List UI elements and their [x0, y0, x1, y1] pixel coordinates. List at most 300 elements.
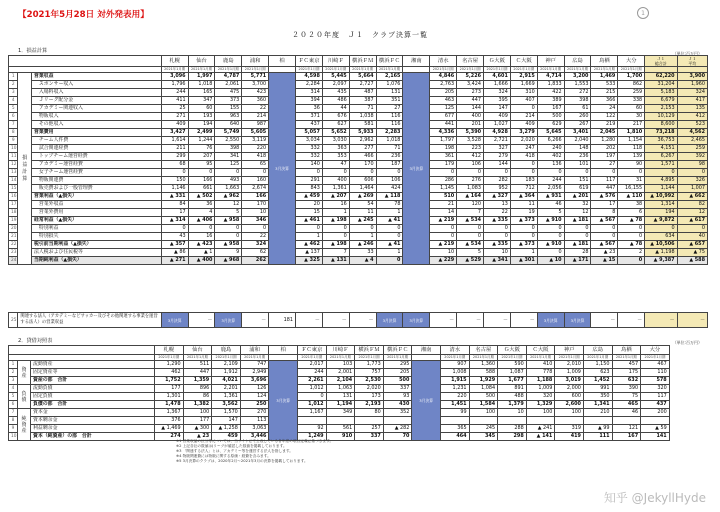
bs-unit: （単位:百万円） [672, 340, 702, 345]
bs-cell: 2,109 [212, 361, 241, 369]
bs-cell: 167 [612, 433, 641, 441]
bs-club-header: 神戸 [555, 346, 584, 355]
pl-cell: ▲ 164 [457, 193, 484, 201]
pl-cell: 627 [322, 121, 349, 129]
academy-cell: － [295, 313, 322, 328]
bs-cell: 1,249 [298, 433, 327, 441]
footnotes [176, 439, 576, 464]
row-number: 11 [9, 153, 18, 161]
pl-cell: 11 [349, 209, 376, 217]
academy-cell: － [483, 313, 510, 328]
bs-cell: 1,341 [583, 401, 612, 409]
pl-cell: 447 [457, 97, 484, 105]
pl-cell: 259 [618, 89, 645, 97]
fiscal-march-marker: 3月決算 [403, 73, 430, 265]
row-number: 18 [9, 209, 18, 217]
pl-cell: 150 [161, 177, 188, 185]
pl-club-header: 札幌 [161, 56, 188, 67]
pl-cell: 60 [188, 105, 215, 113]
pl-cell: 963 [215, 113, 242, 121]
bs-fiscal-year: 2021年1月期 [583, 355, 612, 361]
pl-cell: 4,562 [677, 129, 707, 137]
pl-cell: ▲ 75 [677, 249, 707, 257]
pl-cell: 0 [510, 105, 537, 113]
bs-cell: 1,570 [212, 409, 241, 417]
pl-cell: 487 [349, 89, 376, 97]
pl-club-header: 仙台 [188, 56, 215, 67]
bs-cell: 1,773 [355, 361, 384, 369]
pl-cell: 3,900 [677, 73, 707, 81]
pl-cell: ▲ 459 [296, 193, 323, 201]
pl-cell: 3,034 [296, 137, 323, 145]
pl-cell: 676 [322, 113, 349, 121]
pl-cell: 179 [430, 161, 457, 169]
pl-cell: 5,933 [349, 129, 376, 137]
pl-cell: 332 [296, 145, 323, 153]
pl-cell: 1,027 [484, 121, 511, 129]
pl-cell: 1,833 [537, 81, 564, 89]
pl-cell: 843 [296, 185, 323, 193]
pl-cell: 326 [677, 177, 707, 185]
pl-cell: 3,424 [457, 81, 484, 89]
row-number: 1 [9, 361, 18, 369]
pl-fiscal-year: 2021年1月期 [564, 67, 591, 73]
pl-row-label: 特別利益 [32, 225, 162, 233]
pl-cell: 392 [677, 153, 707, 161]
academy-cell: － [242, 313, 269, 328]
pl-section-title: 1．損益計算 [18, 48, 48, 54]
pl-cell: 140 [296, 161, 323, 169]
pl-cell: 219 [591, 121, 618, 129]
bs-cell: 896 [183, 385, 212, 393]
pl-cell: 0 [591, 169, 618, 177]
bs-cell: ▲ 1,469 [155, 425, 184, 433]
pl-cell: 136 [537, 161, 564, 169]
pl-cell: 324 [484, 89, 511, 97]
pl-cell: 4,895 [645, 177, 677, 185]
pl-cell: 78 [376, 201, 403, 209]
pl-cell: 236 [376, 153, 403, 161]
pl-cell: 712 [510, 185, 537, 193]
pl-cell: 447 [591, 185, 618, 193]
pl-cell: ▲ 461 [296, 217, 323, 225]
pl-cell: 273 [457, 89, 484, 97]
bs-club-header: Ｇ大阪 [498, 346, 527, 355]
bs-cell [641, 417, 670, 425]
pl-cell: ▲ 9,387 [645, 257, 677, 265]
pl-cell: 106 [457, 161, 484, 169]
bs-row-label: 流動負債 [31, 385, 155, 393]
pl-cell: 0 [215, 225, 242, 233]
row-number: 13 [9, 169, 18, 177]
bs-cell: 2,600 [555, 401, 584, 409]
pl-cell: 394 [296, 97, 323, 105]
pl-row-label: チーム人件費 [32, 137, 162, 145]
bs-cell: 1,087 [498, 369, 527, 377]
pl-unit: （単位:百万円） [672, 51, 702, 56]
pl-cell: 183 [510, 177, 537, 185]
pl-fiscal-year: 2021年1月期 [215, 67, 242, 73]
pl-cell: ▲ 10,992 [645, 193, 677, 201]
pl-cell: 12 [215, 201, 242, 209]
pl-cell: ▲ 110 [618, 193, 645, 201]
circle-mark: 1 [637, 7, 649, 19]
pl-row-label: アカデミー運営経費 [32, 161, 162, 169]
pl-cell: 634 [645, 233, 677, 241]
pl-cell: ▲ 588 [677, 257, 707, 265]
pl-cell: 194 [188, 121, 215, 129]
pl-cell: 36 [188, 201, 215, 209]
pl-cell: 5,645 [537, 129, 564, 137]
bs-cell: 632 [612, 377, 641, 385]
pl-cell: 640 [215, 121, 242, 129]
bs-cell: 3,562 [212, 401, 241, 409]
pl-fiscal-year: 2021年1月期 [161, 67, 188, 73]
pl-cell: ▲ 364 [510, 193, 537, 201]
pl-group-label: 損益計算 [18, 73, 32, 265]
pl-cell: 2,040 [564, 137, 591, 145]
pl-cell: 2,061 [215, 81, 242, 89]
bs-cell: 1,290 [155, 361, 184, 369]
bs-cell: 500 [469, 393, 498, 401]
bs-group-label: 負債 [18, 385, 31, 409]
bs-cell: 1,752 [155, 377, 184, 385]
pl-cell: 160 [242, 177, 269, 185]
pl-cell: 84 [161, 201, 188, 209]
row-number: 21 [9, 233, 18, 241]
pl-club-header: 浦和 [242, 56, 269, 67]
bs-fiscal-year: 2021年1月期 [612, 355, 641, 361]
pl-cell: 0 [537, 233, 564, 241]
bs-cell: 488 [498, 393, 527, 401]
bs-fiscal-year: 2021年1月期 [155, 355, 184, 361]
pl-cell: 165 [188, 89, 215, 97]
pl-cell: 0 [537, 225, 564, 233]
watermark: 知乎 @JekyllHyde [603, 491, 706, 505]
bs-cell: 1,929 [469, 377, 498, 385]
pl-cell: 193 [188, 113, 215, 121]
pl-cell: 0 [645, 225, 677, 233]
pl-cell: ▲ 201 [564, 193, 591, 201]
pl-cell: 1,614 [161, 137, 188, 145]
bs-cell: 1,360 [469, 361, 498, 369]
bs-cell: 588 [469, 369, 498, 377]
pl-cell: 3,427 [161, 129, 188, 137]
bs-cell: 419 [555, 433, 584, 441]
bs-cell: 437 [641, 401, 670, 409]
pl-row-label: 法人税および住民税等 [32, 249, 162, 257]
pl-cell: ▲ 171 [564, 257, 591, 265]
academy-cell: 3月決算 [215, 313, 242, 328]
pl-cell: 1,076 [376, 81, 403, 89]
pl-cell: 5,605 [242, 129, 269, 137]
pl-cell: 260 [564, 113, 591, 121]
bs-cell: 462 [155, 369, 184, 377]
pl-cell: 131 [376, 89, 403, 97]
pl-cell: 198 [430, 145, 457, 153]
pl-cell: 10 [430, 249, 457, 257]
academy-cell: 181 [269, 313, 296, 328]
pl-cell: 151 [564, 177, 591, 185]
bs-cell: 1,478 [155, 401, 184, 409]
pl-cell: 13 [484, 201, 511, 209]
pl-cell: 0 [618, 233, 645, 241]
pl-cell: 0 [322, 169, 349, 177]
pl-cell: 217 [618, 121, 645, 129]
pl-cell: 120 [457, 201, 484, 209]
pl-cell: 0 [677, 169, 707, 177]
pl-cell: 1 [376, 249, 403, 257]
bs-cell: 75 [612, 393, 641, 401]
bs-cell: 1,012 [298, 401, 327, 409]
pl-cell: 5,445 [322, 73, 349, 81]
pl-cell: 402 [537, 153, 564, 161]
pl-cell: 533 [591, 81, 618, 89]
bs-cell: 2,193 [355, 401, 384, 409]
pl-cell: 0 [349, 225, 376, 233]
pl-cell: 33 [349, 249, 376, 257]
pl-cell: ▲ 335 [484, 217, 511, 225]
row-number: 2 [9, 369, 18, 377]
pl-cell: 371 [296, 113, 323, 121]
pl-cell: ▲ 271 [161, 257, 188, 265]
bs-cell: 70 [383, 433, 412, 441]
bs-cell: 623 [583, 369, 612, 377]
pl-cell: 7 [322, 249, 349, 257]
pl-cell: 7 [457, 209, 484, 217]
pl-cell: ▲ 657 [677, 241, 707, 249]
pl-cell: 0 [484, 233, 511, 241]
bs-club-header: Ｃ大阪 [526, 346, 555, 355]
bs-cell: 457 [612, 361, 641, 369]
bs-cell: 1,451 [440, 401, 469, 409]
pl-cell: 54 [349, 201, 376, 209]
pl-cell: 236 [564, 153, 591, 161]
bs-cell: 288 [498, 425, 527, 433]
pl-cell: 244 [161, 89, 188, 97]
bs-cell: 1,452 [583, 377, 612, 385]
academy-cell: 3月決算 [564, 313, 591, 328]
row-number: 12 [9, 161, 18, 169]
pl-cell: 155 [215, 105, 242, 113]
pl-cell: 5,057 [296, 129, 323, 137]
bs-row-label: 資本金 [31, 409, 155, 417]
academy-label: 関連する法人（アカデミーなどサッカー及びその他関連する事業を運営する法人）の営業収益 [18, 313, 161, 328]
pl-cell: 25 [161, 105, 188, 113]
pl-cell: 3,279 [510, 129, 537, 137]
pl-cell: 0 [457, 225, 484, 233]
bs-cell: 1,361 [212, 393, 241, 401]
pl-cell: 373 [215, 97, 242, 105]
pl-cell: 205 [430, 89, 457, 97]
bs-cell: 350 [583, 393, 612, 401]
pl-cell: ▲ 86 [161, 249, 188, 257]
pl-cell: 9 [215, 249, 242, 257]
bs-cell: 4,021 [212, 377, 241, 385]
pl-cell: ▲ 502 [188, 193, 215, 201]
pl-cell: 76 [188, 145, 215, 153]
bs-cell: 561 [326, 425, 355, 433]
pl-cell: ▲ 78 [618, 241, 645, 249]
bs-cell: 121 [612, 425, 641, 433]
pl-cell: 3,030 [322, 137, 349, 145]
pl-cell: 6,266 [537, 137, 564, 145]
bs-cell: 511 [183, 361, 212, 369]
pl-cell: 387 [349, 97, 376, 105]
pl-cell: 15 [296, 209, 323, 217]
pl-cell: ▲ 229 [430, 257, 457, 265]
pl-cell: 6 [618, 209, 645, 217]
pl-cell: 0 [349, 169, 376, 177]
bs-cell: 274 [155, 433, 184, 441]
pl-cell: 0 [242, 169, 269, 177]
bs-cell: 3,446 [240, 433, 269, 441]
pl-cell: 0 [618, 225, 645, 233]
bs-cell: 2,104 [326, 377, 355, 385]
bs-cell: 1,188 [526, 377, 555, 385]
bs-cell: 1,231 [440, 385, 469, 393]
bs-club-header: 川崎Ｆ [326, 346, 355, 355]
pl-cell: 62,220 [645, 73, 677, 81]
academy-cell: 3月決算 [537, 313, 564, 328]
bs-club-header: 清水 [440, 346, 469, 355]
pl-cell: 0 [591, 225, 618, 233]
pl-cell: 0 [537, 249, 564, 257]
bs-group-label: 純資産 [18, 409, 31, 441]
pl-cell: 1,038 [349, 113, 376, 121]
pl-cell: 1,469 [591, 73, 618, 81]
pl-cell: 27 [591, 161, 618, 169]
pl-cell: 0 [564, 233, 591, 241]
bs-cell: 778 [526, 369, 555, 377]
bs-cell: 907 [440, 361, 469, 369]
bs-club-header: 横浜ＦＣ [383, 346, 412, 355]
pl-club-header: Ｊ１ 総合計 [645, 56, 677, 67]
row-number: 6 [9, 113, 18, 121]
pl-cell: 125 [430, 105, 457, 113]
pl-cell: ▲ 245 [349, 217, 376, 225]
bs-cell: 205 [383, 369, 412, 377]
pl-cell: 166 [242, 193, 269, 201]
bs-row-label: 資産の部 合計 [31, 377, 155, 385]
bs-cell: 1,329 [526, 401, 555, 409]
pl-cell: 6,267 [645, 153, 677, 161]
row-number: 3 [9, 89, 18, 97]
pl-cell: 441 [430, 121, 457, 129]
pl-cell: 346 [242, 217, 269, 225]
pl-cell: ▲ 567 [591, 241, 618, 249]
bs-cell [440, 417, 469, 425]
fiscal-march-marker: 3月決算 [412, 361, 441, 441]
pl-fiscal-year: 2021年1月期 [510, 67, 537, 73]
pl-cell: ▲ 617 [677, 217, 707, 225]
pl-row-label: 営業利益（▲損失） [32, 193, 162, 201]
pl-cell: 47 [322, 161, 349, 169]
pl-cell: 0 [376, 257, 403, 265]
pl-cell: 16,155 [618, 185, 645, 193]
pl-cell: 0 [457, 233, 484, 241]
pl-cell: 1,797 [430, 137, 457, 145]
pl-cell: 366 [591, 97, 618, 105]
pl-row-label: アカデミー関連収入 [32, 105, 162, 113]
pl-cell: 952 [484, 185, 511, 193]
bs-cell: 257 [355, 425, 384, 433]
pl-cell: ▲ 181 [564, 241, 591, 249]
pl-cell: 347 [188, 97, 215, 105]
bs-row-label: 利益剰余金 [31, 425, 155, 433]
pl-cell: 1,960 [677, 81, 707, 89]
pl-cell: ▲ 118 [376, 193, 403, 201]
pl-cell: 0 [564, 225, 591, 233]
bs-cell: 320 [526, 393, 555, 401]
pl-cell: 2,915 [510, 73, 537, 81]
row-number: 17 [9, 201, 18, 209]
bs-cell: ▲ 282 [383, 425, 412, 433]
bs-club-header: 鹿島 [212, 346, 241, 355]
pl-cell: 2,056 [537, 185, 564, 193]
pl-cell: ▲ 219 [430, 217, 457, 225]
pl-cell: 363 [322, 145, 349, 153]
pl-cell: 677 [430, 113, 457, 121]
row-number: 10 [9, 145, 18, 153]
pl-cell: 16 [322, 201, 349, 209]
pl-cell: ▲ 269 [349, 193, 376, 201]
pl-row-label: 女子チーム運営経費 [32, 169, 162, 177]
bs-cell: 337 [355, 433, 384, 441]
pl-cell: 14 [430, 209, 457, 217]
pl-cell: 395 [484, 97, 511, 105]
pl-cell: 22 [484, 209, 511, 217]
pl-cell: ▲ 931 [537, 193, 564, 201]
pl-cell: 351 [376, 97, 403, 105]
pl-cell: 3,528 [457, 137, 484, 145]
pl-club-header: 横浜ＦＣ [376, 56, 403, 67]
pl-cell: 279 [484, 153, 511, 161]
pl-cell: 4,336 [430, 129, 457, 137]
bs-cell: 110 [641, 369, 670, 377]
pl-row-label: スポンサー収入 [32, 81, 162, 89]
bs-cell: 113 [240, 417, 269, 425]
bs-cell: 210 [583, 409, 612, 417]
bs-cell: 298 [498, 433, 527, 441]
bs-cell: 1,009 [555, 369, 584, 377]
pl-club-header: Ｃ大阪 [510, 56, 537, 67]
pl-cell: 267 [564, 121, 591, 129]
pl-cell: 214 [510, 113, 537, 121]
bs-fiscal-year: 2021年1月期 [526, 355, 555, 361]
bs-cell: 3,019 [555, 377, 584, 385]
bs-cell: 244 [298, 369, 327, 377]
pl-cell: 201 [457, 121, 484, 129]
pl-cell: 3,200 [564, 73, 591, 81]
pl-cell: 10 [242, 209, 269, 217]
pl-cell: 144 [457, 105, 484, 113]
pl-row-label: 税引前当期利益（▲損失） [32, 241, 162, 249]
pl-row-label: Ｊリーグ配分金 [32, 97, 162, 105]
pl-cell: 259 [677, 145, 707, 153]
pl-cell: 32 [564, 201, 591, 209]
pl-cell: 277 [349, 145, 376, 153]
bs-club-header: 湘南 [412, 346, 441, 355]
pl-cell: 3,401 [564, 129, 591, 137]
pl-cell: 1,154 [618, 137, 645, 145]
bs-club-header: 鳥栖 [612, 346, 641, 355]
pl-cell: 1,361 [322, 185, 349, 193]
pl-cell: 60 [618, 105, 645, 113]
bs-cell: 173 [355, 393, 384, 401]
pl-fiscal-year: 2021年1月期 [322, 67, 349, 73]
pl-cell: 16 [188, 233, 215, 241]
